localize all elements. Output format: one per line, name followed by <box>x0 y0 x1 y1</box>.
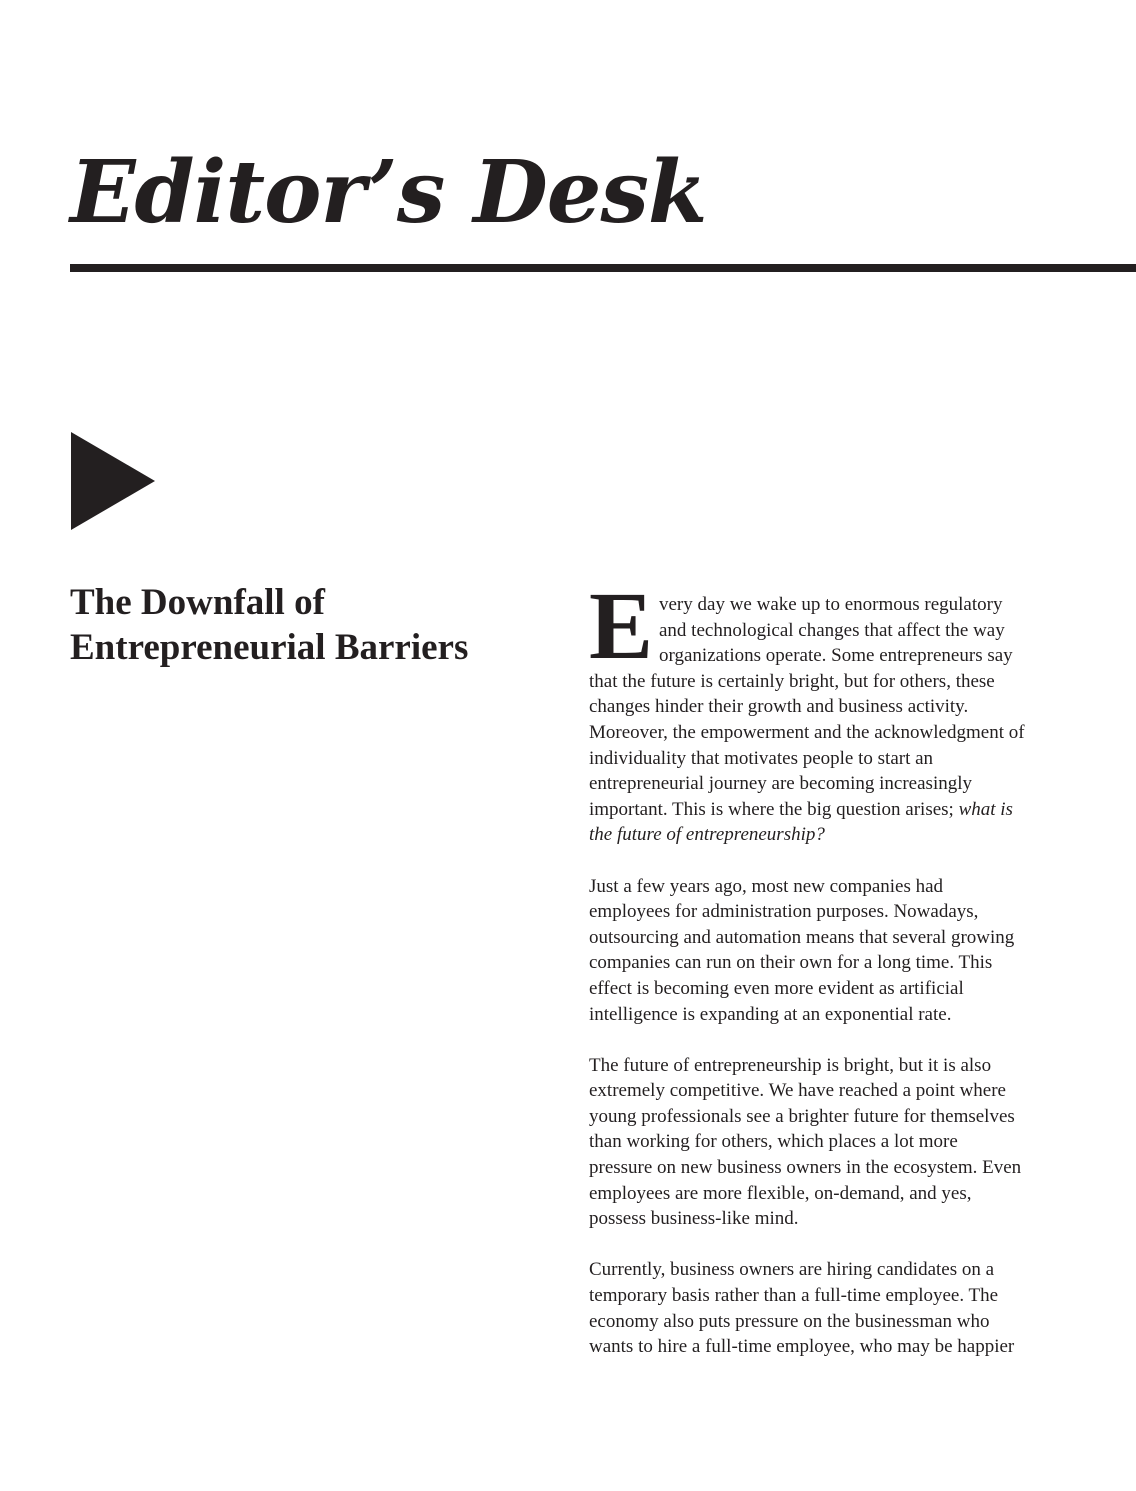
text-line: Just a few years ago, most new companies had <box>589 875 944 897</box>
text-line: Moreover, the empowerment and the acknowledgment of <box>589 721 1025 743</box>
text-line: pressure on new business owners in the ecosystem. Even <box>589 1157 1022 1179</box>
text-line: intelligence is expanding at an exponential rate. <box>589 1003 952 1025</box>
text-line: companies can run on their own for a long time. This <box>589 952 993 974</box>
play-triangle-icon <box>71 432 155 530</box>
text-line: temporary basis rather than a full-time employee. The <box>589 1285 999 1307</box>
text-line: that the future is certainly bright, but for others, these <box>589 670 995 692</box>
headline-line-1: The Downfall of <box>70 582 325 623</box>
text-line: outsourcing and automation means that several growing <box>589 926 1015 948</box>
text-line <box>589 822 1069 848</box>
text-line: wants to hire a full-time employee, who may be happier <box>589 1336 1015 1358</box>
text-line: economy also puts pressure on the businessman who <box>589 1310 990 1332</box>
text-line: entrepreneurial journey are becoming increasingly <box>589 773 972 795</box>
text-line: Currently, business owners are hiring candidates on a <box>589 1259 995 1281</box>
text-line: organizations operate. Some entrepreneurs say <box>659 645 1013 667</box>
text-line: than working for others, which places a lot more <box>589 1131 958 1153</box>
masthead-rule <box>70 264 1136 272</box>
paragraph-3 <box>589 1053 1069 1232</box>
text-line: employees for administration purposes. Nowadays, <box>589 901 979 923</box>
text-line: possess business-like mind. <box>589 1208 799 1230</box>
italic-question: what is <box>958 798 1013 820</box>
text-line <box>589 797 1069 823</box>
paragraph-2 <box>589 874 1069 1028</box>
text-line: changes hinder their growth and business activity. <box>589 696 969 718</box>
text-line: and technological changes that affect the way <box>659 619 1005 641</box>
text-line: effect is becoming even more evident as artificial <box>589 977 964 999</box>
article-body <box>589 572 1069 1385</box>
paragraph-4 <box>589 1257 1069 1359</box>
text-line: extremely competitive. We have reached a point where <box>589 1080 1006 1102</box>
article-headline <box>70 580 540 670</box>
text-line: individuality that motivates people to start an <box>589 747 934 769</box>
paragraph-1 <box>589 572 1069 848</box>
text-line: The future of entrepreneurship is bright, but it is also <box>589 1054 992 1076</box>
italic-question: the future of entrepreneurship? <box>589 824 825 846</box>
text-line: young professionals see a brighter future for themselves <box>589 1105 1015 1127</box>
headline-line-2: Entrepreneurial Barriers <box>70 627 469 668</box>
text-line: very day we wake up to enormous regulatory <box>659 594 1003 615</box>
drop-cap: E <box>589 572 654 679</box>
masthead-title: Editor’s Desk <box>70 142 707 243</box>
text-line: employees are more flexible, on-demand, and yes, <box>589 1182 972 1204</box>
text-segment: important. This is where the big question arises; <box>589 798 959 820</box>
